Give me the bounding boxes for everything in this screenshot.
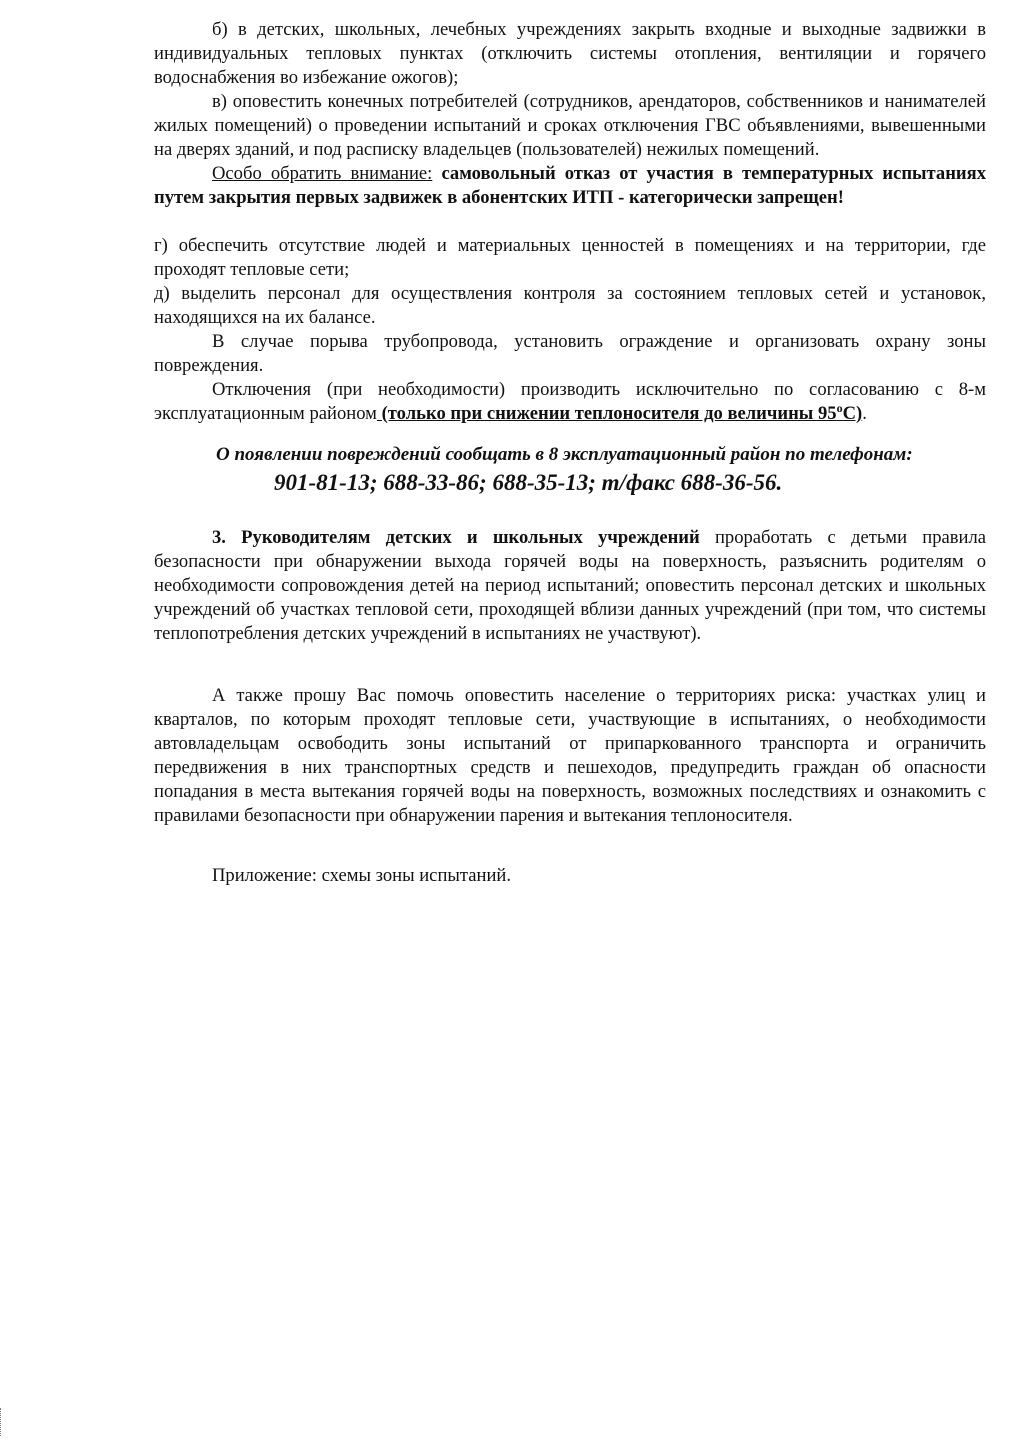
item-v-paragraph: в) оповестить конечных потребителей (сотрудников, арендаторов, собственников и нанимателей жилых помещений) о проведении испытаний и сроках отключения ГВС объявлениями, вывешенными на дверях зданий, и под расписку владельцев (пользователей) нежилых помещений. [154,91,986,160]
phones-title: О появлении повреждений сообщать в 8 эксплуатационный район по телефонам: [216,444,913,465]
item-b-paragraph: б) в детских, школьных, лечебных учреждениях закрыть входные и выходные задвижки в индивидуальных тепловых пунктах (отключить системы отопления, вентиляции и горячего водоснабжения во избежание ожогов); [154,19,986,88]
warning-label: Особо обратить внимание: [212,163,433,184]
scan-margin-mark [0,1408,4,1436]
section-3-heading: 3. Руководителям детских и школьных учреждений [212,527,700,548]
document-page [154,18,986,888]
request-paragraph: А также прошу Вас помочь оповестить население о территориях риска: участках улиц и кварталов, по которым проходят тепловые сети, участвующие в испытаниях, о необходимости автовладельцам освободить зоны испытаний от припаркованного транспорта и ограничить передвижения в них транспортных средств и пешеходов, предупредить граждан об опасности попадания в места вытекания горячей воды на поверхность, возможных последствиях и ознакомить с правилами безопасности при обнаружении парения и вытекания теплоносителя. [154,685,986,826]
phones-numbers: 901-81-13; 688-33-86; 688-35-13; т/факс 688-36-56. [274,470,783,495]
item-g-paragraph: г) обеспечить отсутствие людей и материальных ценностей в помещениях и на территории, где проходят тепловые сети; [154,235,986,280]
shutdown-condition [377,403,862,424]
shutdown-unit: С) [842,403,863,424]
shutdown-paragraph [154,378,986,426]
item-d-paragraph: д) выделить персонал для осуществления контроля за состоянием тепловых сетей и установок, находящихся на их балансе. [154,283,986,328]
appendix-line: Приложение: схемы зоны испытаний. [212,865,511,886]
warning-paragraph [154,162,986,210]
shutdown-condition-text: (только при снижении теплоносителя до величины 95 [381,403,837,424]
warning-text: самовольный отказ от участия в температурных испытаниях путем закрытия первых задвижек в абонентских ИТП - категорически запрещен! [154,163,986,208]
rupture-paragraph: В случае порыва трубопровода, установить ограждение и организовать охрану зоны повреждения. [154,331,986,376]
shutdown-text: Отключения (при необходимости) производить исключительно по согласованию с 8-м эксплуатационным районом [154,379,986,424]
degree-sign: o [836,401,843,415]
section-3-paragraph [154,526,986,646]
shutdown-end: . [862,403,867,424]
phones-block [154,442,986,498]
section-3-text: проработать с детьми правила безопасности при обнаружении выхода горячей воды на поверхность, разъяснить родителям о необходимости сопровождения детей на период испытаний; оповестить персонал детских и школьных учреждений об участках тепловой сети, проходящей вблизи данных учреждений (при том, что системы теплопотребления детских учреждений в испытаниях не участвуют). [154,527,987,644]
